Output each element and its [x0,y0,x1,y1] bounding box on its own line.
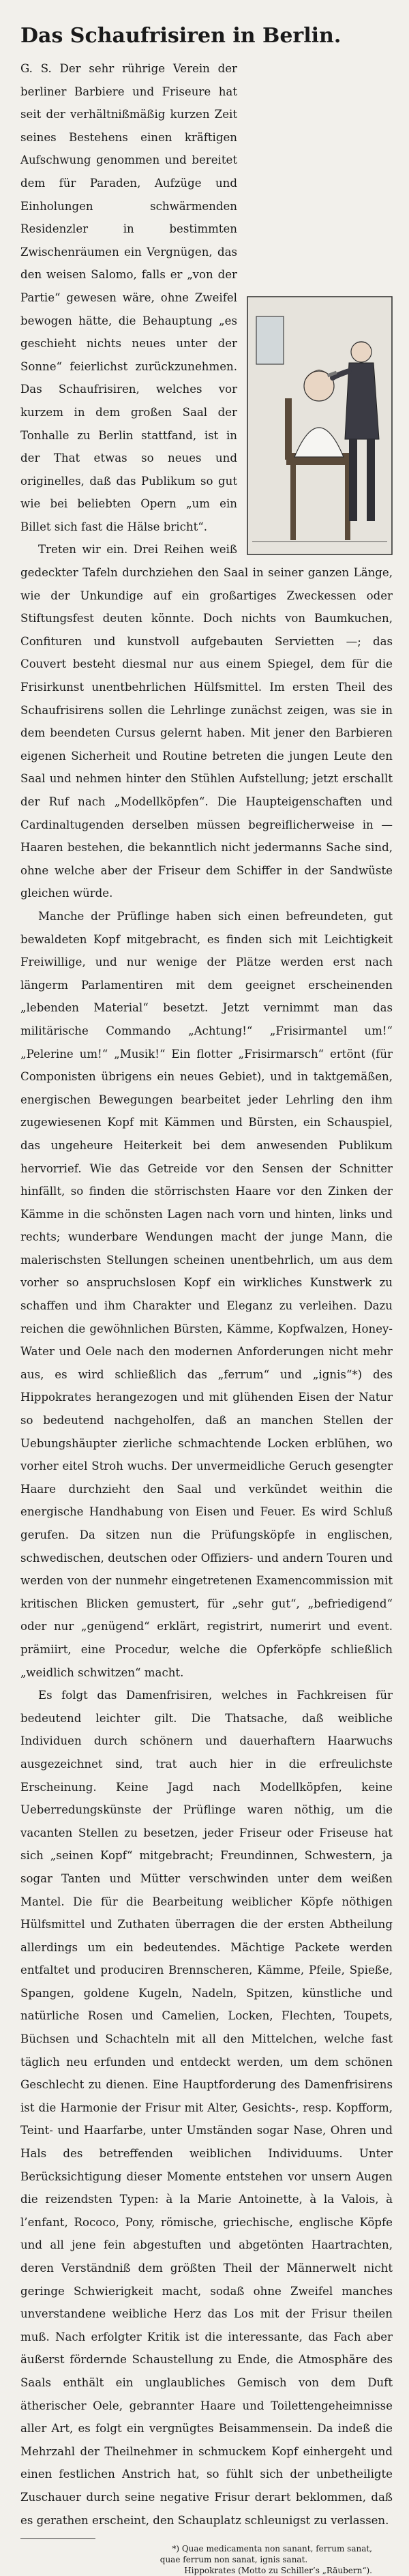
article-title: Das Schaufrisiren in Berlin. [20,24,342,48]
footnote-divider [20,2538,95,2539]
paragraph: G. S. Der sehr rührige Verein der berliner Barbiere und Friseure hat seit der verhältnißmäßig kurzen Zeit seines Bestehens einen kräftigen Aufschwung genommen und bereitet dem für Paraden, Aufzüge und Einholungen schwärmenden Residenzler in bestimmten Zwischenräumen ein Vergnügen, das den weisen Salomo, falls er „von der Partie“ gewesen wäre, ohne Zweifel bewogen hätte, die Behauptung „es geschieht nichts neues unter der Sonne“ feierlichst zurückzunehmen. Das Schaufrisiren, welches vor kurzem in dem großen Saal der Tonhalle zu Berlin stattfand, ist in der That etwas so neues und originelles, daß das Publikum so gut wie bei beliebten Opern „um ein Billet sich fast die Hälse bricht“. [20,62,237,533]
article-body [20,57,393,2532]
footnote-line: quae ferrum non sanat, ignis sanat. [160,2555,308,2565]
paragraph: Treten wir ein. Drei Reihen weiß gedeckter Tafeln durchziehen den Saal in seiner ganzen Länge, wie der Unkundige auf ein großartiges Zweckessen oder Stiftungsfest deuten könnte. Doch nichts von Baumkuchen, Confituren und kunstvoll aufgebauten Servietten —; das Couvert besteht diesmal nur aus einem Spiegel, dem für die Frisirkunst unentbehrlichen Hülfsmittel. Im ersten Theil des Schaufrisirens sollen die Lehrlinge zunächst zeigen, was sie in dem beendeten Cursus gelernt haben. Mit jener den Barbieren eigenen Sicherheit und Routine betreten die jungen Leute den Saal und nehmen hinter den Stühlen Aufstellung; jetzt erschallt der Ruf nach „Modellköpfen“. Die Haupteigenschaften und Cardinaltugenden derselben müssen begreiflicherweise in — Haaren bestehen, die bekanntlich nicht jedermanns Sache sind, ohne welche aber der Friseur dem Schiffer in der Sandwüste gleichen würde. [20,543,393,900]
paragraph: Es folgt das Damenfrisiren, welches in Fachkreisen für bedeutend leichter gilt. Die Thatsache, daß weibliche Individuen durch schönern und dauerhaftern Haarwuchs ausgezeichnet sind, trat auch hier in die erfreulichste Erscheinung. Keine Jagd nach Modellköpfen, keine Ueberredungskünste der Prüflinge waren nöthig, um die vacanten Stellen zu besetzen, jeder Friseur oder Friseuse hat sich „seinen Kopf“ mitgebracht; Freundinnen, Schwestern, ja sogar Tanten und Mütter verschwinden unter dem weißen Mantel. Die für die Bearbeitung weiblicher Köpfe nöthigen Hülfsmittel und Zuthaten überragen die der ersten Abtheilung allerdings um ein bedeutendes. Mächtige Packete werden entfaltet und produciren Brennscheren, Kämme, Pfeile, Spieße, Spangen, goldene Kugeln, Nadeln, Spitzen, künstliche und natürliche Rosen und Camelien, Locken, Flechten, Toupets, Büchsen und Schachteln mit all den Mittelchen, welche fast täglich neu erfunden und entdeckt werden, um dem schönen Geschlecht zu dienen. Eine Hauptforderung des Damenfrisirens ist die Harmonie der Frisur mit Alter, Gesichts-, resp. Kopfform, Teint- und Haarfarbe, unter Umständen sogar Nase, Ohren und Hals des betreffenden weiblichen Individuums. Unter Berücksichtigung dieser Momente entstehen vor unsern Augen die reizendsten Typen: à la Marie Antoinette, à la Valois, à l’enfant, Rococo, Pony, römische, griechische, englische Köpfe und all jene fein abgestuften und abgetönten Haartrachten, deren Verständniß dem größten Theil der Männerwelt nicht geringe Schwierigkeit macht, sodaß ohne Zweifel manches unverstandene weibliche Herz das Los mit der Frisur theilen muß. Nach erfolgter Kritik ist die interessante, das Fach aber äußerst fördernde Schaustellung zu Ende, die Atmosphäre des Saals enthält ein unglaubliches Gemisch von dem Duft ätherischer Oele, gebrannter Haare und Toilettengeheimnisse aller Art, es folgt ein vergnügtes Beisammensein. Da indeß die Mehrzahl der Theilnehmer in schmuckem Kopf einhergeht und einen festlichen Anstrich hat, so fühlt sich der unbetheiligte Zuschauer durch seine negative Frisur derart beklommen, daß es gerathen erscheint, den Schauplatz schleunigst zu verlassen. [20,1689,393,2527]
footnote-attribution: Hippokrates (Motto zu Schiller’s „Räubern“). [184,2566,372,2576]
footnote-line: *) Quae medicamenta non sanant, ferrum sanat, [172,2544,372,2554]
paragraph: Manche der Prüflinge haben sich einen befreundeten, gut bewaldeten Kopf mitgebracht, es finden sich mit Leichtigkeit Freiwillige, und nur wenige der Plätze werden erst nach längerm Parlamentiren mit dem geeignet erscheinenden „lebenden Material“ besetzt. Jetzt vernimmt man das militärische Commando „Achtung!“ „Frisirmantel um!“ „Pelerine um!“ „Musik!“ Ein flotter „Frisirmarsch“ ertönt (für Componisten übrigens ein neues Gebiet), und in taktgemäßen, energischen Bewegungen bearbeitet jeder Lehrling den ihm zugewiesenen Kopf mit Kämmen und Bürsten, ein Schauspiel, das ungeheure Heiterkeit bei dem anwesenden Publikum hervorrief. Wie das Getreide vor den Sensen der Schnitter hinfällt, so finden die störrischsten Haare vor den Zinken der Kämme in die schönsten Lagen nach vorn und hinten, links und rechts; wunderbare Wendungen macht der junge Mann, die malerischsten Stellungen scheinen unentbehrlich, um aus dem vorher so anspruchslosen Kopf ein wirkliches Kunstwerk zu schaffen und ihm Charakter und Eleganz zu verleihen. Dazu reichen die gewöhnlichen Bürsten, Kämme, Kopfwalzen, Honey-Water und Oele nach den modernen Anforderungen nicht mehr aus, es wird schließlich das „ferrum“ und „ignis“*) des Hippokrates herangezogen und mit glühenden Eisen der Natur so bedeutend nachgeholfen, daß an manchen Stellen der Uebungshäupter zierliche schmachtende Locken erblühen, wo vorher eitel Stroh wuchs. Der unvermeidliche Geruch gesengter Haare durchzieht den Saal und verkündet weithin die energische Handhabung von Eisen und Feuer. Es wird Schluß gerufen. Da sitzen nun die Prüfungsköpfe in englischen, schwedischen, deutschen oder Offiziers- und andern Touren und werden von der nunmehr eingetretenen Examencommission mit kritischen Blicken gemustert, für „sehr gut“, „befriedigend“ oder nur „genügend“ erklärt, registrirt, numerirt und event. prämiirt, eine Procedur, welche die Opferköpfe schließlich „weidlich schwitzen“ macht. [20,909,393,1679]
hairdressing-illustration [247,296,393,555]
